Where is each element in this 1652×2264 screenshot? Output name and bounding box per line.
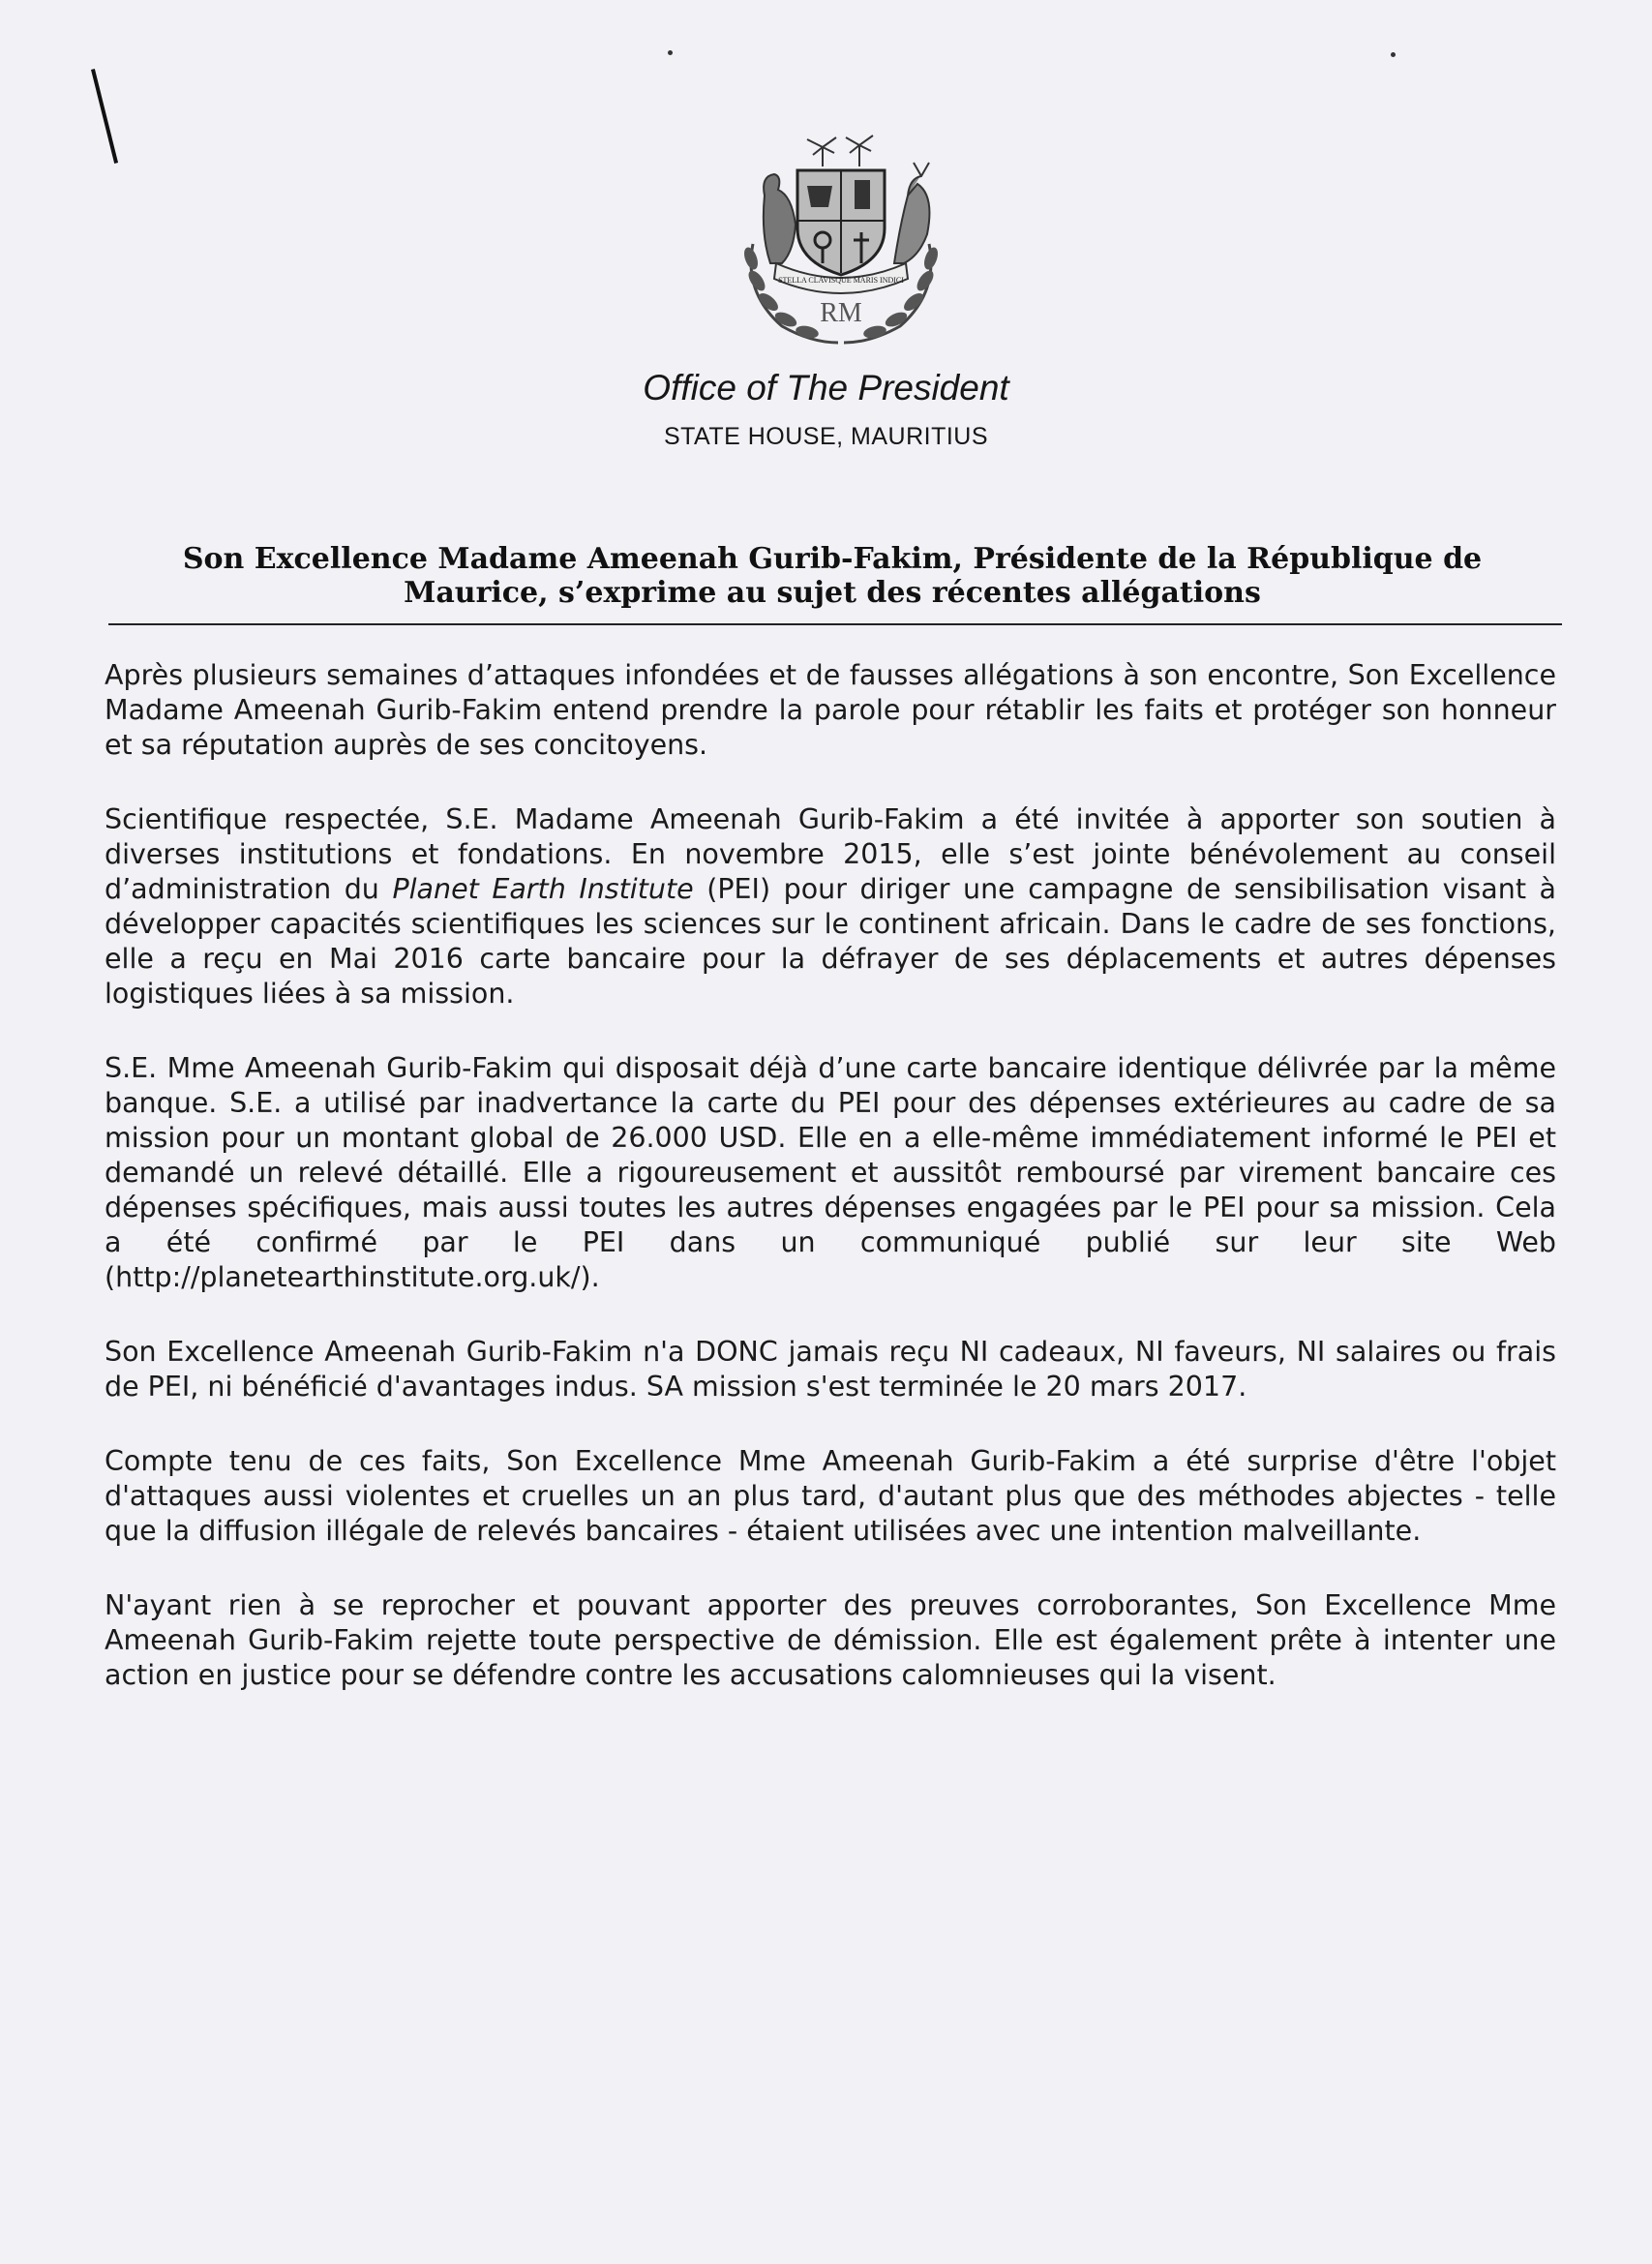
- body-paragraph-5: Compte tenu de ces faits, Son Excellence Mme Ameenah Gurib-Fakim a été surprise d'être l'objet d'attaques aussi violentes et cruelles un an plus tard, d'autant plus que des méthodes abjectes - telle que la diffusion illégale de relevés bancaires - étaient utilisées avec une intention malveillante.: [105, 1445, 1556, 1547]
- coat-of-arms-emblem: [714, 128, 968, 350]
- press-release-body: [105, 658, 1556, 1733]
- office-title: Office of The President: [643, 368, 1009, 408]
- planet-earth-institute-name: Planet Earth Institute: [392, 873, 694, 905]
- emblem-monogram: RM: [820, 298, 862, 328]
- scan-speck: [1391, 52, 1396, 57]
- body-paragraph-6: N'ayant rien à se reprocher et pouvant apporter des preuves corroborantes, Son Excellence Mme Ameenah Gurib-Fakim rejette toute perspective de démission. Elle est également prête à intenter une action en justice pour se défendre contre les accusations calomnieuses qui la visent.: [105, 1589, 1556, 1691]
- body-paragraph-1: Après plusieurs semaines d’attaques infondées et de fausses allégations à son encontre, Son Excellence Madame Ameenah Gurib-Fakim entend prendre la parole pour rétablir les faits et protéger son honneur et sa réputation auprès de ses concitoyens.: [105, 659, 1556, 761]
- headline-divider: [108, 623, 1562, 625]
- scan-speck: [668, 50, 673, 55]
- body-paragraph-2: [105, 802, 1556, 1011]
- office-subtitle: STATE HOUSE, MAURITIUS: [663, 423, 989, 450]
- body-paragraph-3: S.E. Mme Ameenah Gurib-Fakim qui disposait déjà d’une carte bancaire identique délivrée par la même banque. S.E. a utilisé par inadvertance la carte du PEI pour des dépenses extérieures au cadre de sa mission pour un montant global de 26.000 USD. Elle en a elle-même immédiatement informé le PEI et demandé un relevé détaillé. Elle a rigoureusement et aussitôt remboursé par virement bancaire ces dépenses spécifiques, mais aussi toutes les autres dépenses engagées par le PEI pour sa mission. Cela a été confirmé par le PEI dans un communiqué publié sur leur site Web (http://planetearthinstitute.org.uk/).: [105, 1052, 1556, 1293]
- emblem-motto: STELLA CLAVISQUE MARIS INDICI: [778, 276, 904, 285]
- paragraph-2-text-b: (PEI) pour diriger une campagne de sensibilisation visant à développer capacités scientifiques les sciences sur le continent africain. Dans le cadre de ses fonctions, elle a reçu en Mai 2016 carte bancaire pour la défrayer de ses déplacements et autres dépenses logistiques liées à sa mission.: [105, 873, 1557, 1010]
- press-release-headline: Son Excellence Madame Ameenah Gurib-Fakim, Présidente de la République de Maurice, s’exprime au sujet des récentes allégations: [182, 542, 1483, 610]
- body-paragraph-4: Son Excellence Ameenah Gurib-Fakim n'a DONC jamais reçu NI cadeaux, NI faveurs, NI salaires ou frais de PEI, ni bénéficié d'avantages indus. SA mission s'est terminée le 20 mars 2017.: [105, 1336, 1556, 1403]
- paragraph-2-text-a: Scientifique respectée, S.E. Madame Ameenah Gurib-Fakim a été invitée à apporter son soutien à diverses institutions et fondations. En novembre 2015, elle s’est jointe bénévolement au conseil d’administration du: [105, 803, 1556, 905]
- scan-pen-mark: [91, 69, 118, 164]
